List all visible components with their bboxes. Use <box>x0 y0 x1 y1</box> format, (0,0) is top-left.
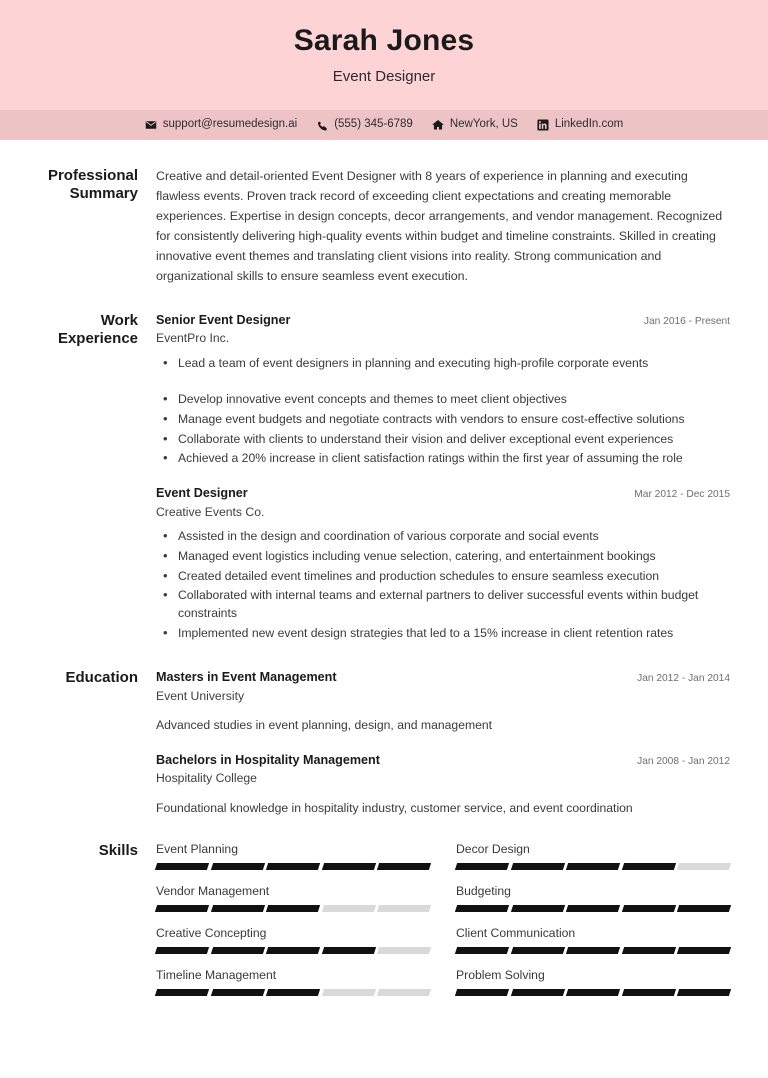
education-entry <box>156 668 730 734</box>
experience-content <box>156 311 730 645</box>
skill-level-segment <box>510 989 564 996</box>
bullet-item: • Assisted in the design and coordination of various corporate and social events <box>156 528 730 546</box>
bullet-item: • Created detailed event timelines and production schedules to ensure seamless execution <box>156 568 730 586</box>
skill-level-segment <box>622 989 676 996</box>
entry-title: Senior Event Designer <box>156 312 291 327</box>
education-entry <box>156 751 730 817</box>
entry-description: Foundational knowledge in hospitality industry, customer service, and event coordination <box>156 800 633 815</box>
skill-level-bar <box>156 947 430 954</box>
phone-icon <box>316 119 328 131</box>
skill-level-segment <box>210 947 264 954</box>
entry-title: Event Designer <box>156 486 248 501</box>
skill-level-segment <box>322 905 376 912</box>
summary-text: Creative and detail-oriented Event Designer with 8 years of experience in planning and executing flawless events. Proven track record of exceeding client expectations and creating memorable experiences. Expertise in design concepts, decor arrangements, and vendor management. Recognized for consistently delivering high-quality events within budget and timeline constraints. Skilled in creating innovative event themes and translating client visions into reality. Strong communication and organizational skills to ensure seamless event execution. <box>156 169 723 284</box>
section-work-experience <box>38 311 730 645</box>
section-education <box>38 668 730 817</box>
skill-level-segment <box>266 905 320 912</box>
skill-item <box>456 925 730 954</box>
entry-organization: Hospitality College <box>156 771 257 786</box>
bullet-item: • Achieved a 20% increase in client satisfaction ratings within the first year of assuming the role <box>156 450 730 468</box>
contact-phone[interactable] <box>316 119 413 131</box>
entry-bullets <box>156 355 730 468</box>
contact-linkedin[interactable] <box>537 119 623 131</box>
skill-level-segment <box>155 947 209 954</box>
skills-content <box>156 841 730 996</box>
bullet-item: • Collaborate with clients to understand their vision and deliver exceptional event experiences <box>156 431 730 449</box>
entry-date: Jan 2012 - Jan 2014 <box>637 673 730 685</box>
job-title: Event Designer <box>332 67 436 85</box>
page-title: Sarah Jones <box>293 24 475 57</box>
contact-location <box>432 119 518 131</box>
entry-title: Bachelors in Hospitality Management <box>156 752 380 767</box>
skill-level-segment <box>622 947 676 954</box>
skill-level-segment <box>322 989 376 996</box>
skill-level-segment <box>155 863 209 870</box>
skill-level-segment <box>677 947 731 954</box>
entry-organization: EventPro Inc. <box>156 331 230 346</box>
skill-item <box>456 967 730 996</box>
skill-level-segment <box>510 905 564 912</box>
skill-level-segment <box>210 863 264 870</box>
skill-level-bar <box>456 863 730 870</box>
home-icon <box>432 119 444 131</box>
skill-level-segment <box>510 863 564 870</box>
skill-name: Decor Design <box>456 842 530 857</box>
entry-organization: Event University <box>156 689 245 704</box>
skill-level-segment <box>455 989 509 996</box>
education-content <box>156 668 730 817</box>
skill-level-segment <box>566 989 620 996</box>
section-professional-summary <box>38 166 730 287</box>
contact-email[interactable] <box>145 119 297 131</box>
entry-date: Jan 2016 - Present <box>643 315 730 327</box>
skill-level-segment <box>266 947 320 954</box>
skill-level-bar <box>156 905 430 912</box>
skill-level-segment <box>566 905 620 912</box>
section-label-experience: Work Experience <box>57 311 138 347</box>
entry-header <box>156 484 730 503</box>
contact-bar <box>0 110 768 140</box>
skill-level-segment <box>322 863 376 870</box>
skill-item <box>156 925 430 954</box>
contact-email-text: support@resumedesign.ai <box>162 118 298 131</box>
resume-body <box>0 140 768 996</box>
skill-level-segment <box>210 989 264 996</box>
skill-level-segment <box>622 863 676 870</box>
skill-level-segment <box>455 863 509 870</box>
section-skills <box>38 841 730 996</box>
skill-name: Event Planning <box>156 842 238 857</box>
skill-name: Client Communication <box>456 926 576 941</box>
entry-date: Mar 2012 - Dec 2015 <box>634 489 730 501</box>
skill-name: Budgeting <box>456 884 511 899</box>
skill-item <box>456 841 730 870</box>
entry-header <box>156 751 730 770</box>
skills-grid <box>156 841 730 996</box>
skill-level-bar <box>156 989 430 996</box>
entry-description: Advanced studies in event planning, design, and management <box>156 718 493 733</box>
skill-level-segment <box>155 905 209 912</box>
entry-header <box>156 668 730 687</box>
entry-organization: Creative Events Co. <box>156 504 265 519</box>
skill-name: Problem Solving <box>456 968 545 983</box>
skill-level-bar <box>456 947 730 954</box>
linkedin-icon <box>537 119 549 131</box>
envelope-icon <box>145 119 157 131</box>
skill-name: Timeline Management <box>156 968 277 983</box>
skill-level-segment <box>322 947 376 954</box>
skill-level-segment <box>510 947 564 954</box>
bullet-item: • Lead a team of event designers in planning and executing high-profile corporate events <box>156 355 730 373</box>
entry-bullets <box>156 528 730 642</box>
bullet-item: • Manage event budgets and negotiate contracts with vendors to ensure cost-effective solutions <box>156 411 730 429</box>
skill-level-segment <box>377 947 431 954</box>
experience-entry <box>156 311 730 469</box>
skill-level-segment <box>377 905 431 912</box>
skill-level-segment <box>266 989 320 996</box>
skill-item <box>156 883 430 912</box>
skill-level-segment <box>266 863 320 870</box>
skill-level-segment <box>677 863 731 870</box>
skill-level-bar <box>456 905 730 912</box>
section-label-education: Education <box>65 669 138 687</box>
skill-level-segment <box>455 947 509 954</box>
skill-level-bar <box>456 989 730 996</box>
skill-level-segment <box>210 905 264 912</box>
skill-item <box>156 967 430 996</box>
skill-level-segment <box>677 989 731 996</box>
entry-title: Masters in Event Management <box>156 670 337 685</box>
bullet-item: • Managed event logistics including venue selection, catering, and entertainment bookings <box>156 548 730 566</box>
skill-level-segment <box>566 863 620 870</box>
skill-name: Creative Concepting <box>156 926 267 941</box>
skill-level-segment <box>622 905 676 912</box>
skill-level-segment <box>377 989 431 996</box>
resume-header <box>0 0 768 110</box>
bullet-item: • Develop innovative event concepts and themes to meet client objectives <box>156 391 730 409</box>
skill-level-segment <box>377 863 431 870</box>
skill-level-segment <box>455 905 509 912</box>
skill-item <box>456 883 730 912</box>
contact-phone-text: (555) 345-6789 <box>334 118 413 131</box>
section-label-summary: Professional Summary <box>47 167 138 203</box>
entry-header <box>156 311 730 330</box>
entry-date: Jan 2008 - Jan 2012 <box>637 755 730 767</box>
contact-location-text: NewYork, US <box>449 118 518 131</box>
summary-content <box>156 166 730 287</box>
skill-level-segment <box>566 947 620 954</box>
experience-entry <box>156 484 730 642</box>
section-label-skills: Skills <box>98 842 138 860</box>
skill-level-segment <box>155 989 209 996</box>
bullet-item: • Collaborated with internal teams and external partners to deliver successful events within budget constraints <box>156 587 730 622</box>
skill-name: Vendor Management <box>156 884 270 899</box>
skill-level-bar <box>156 863 430 870</box>
contact-linkedin-text: LinkedIn.com <box>554 118 624 131</box>
skill-level-segment <box>677 905 731 912</box>
skill-item <box>156 841 430 870</box>
bullet-item: • Implemented new event design strategies that led to a 15% increase in client retention rates <box>156 625 730 643</box>
